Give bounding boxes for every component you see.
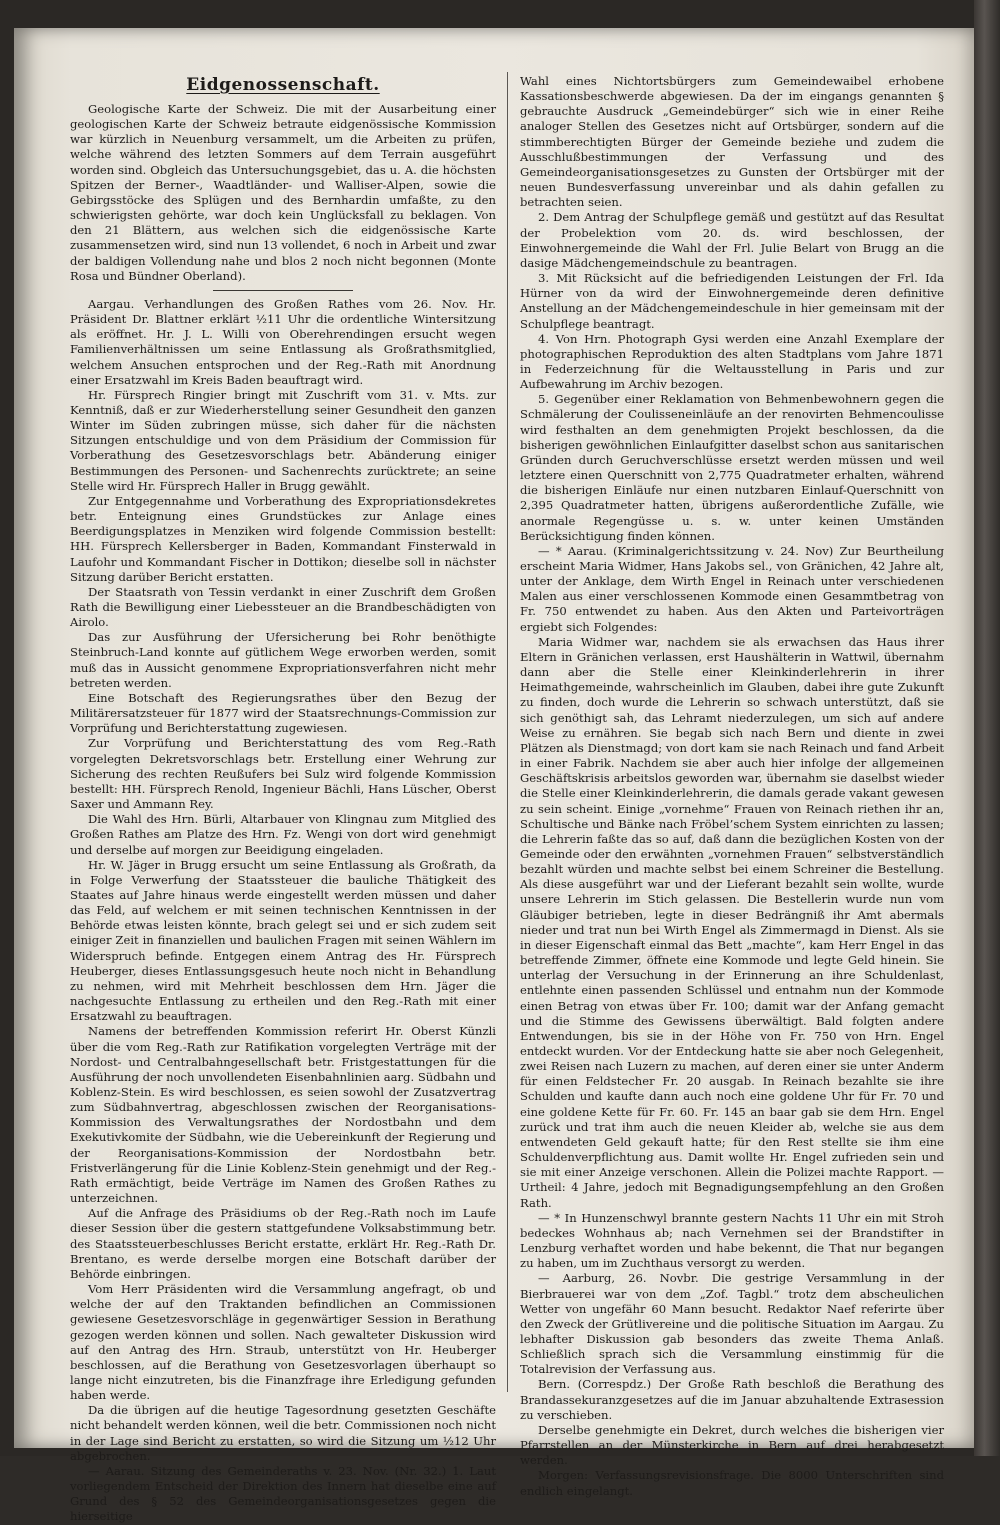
paragraph-militaerersatzsteuer: Eine Botschaft des Regierungsrathes über den Bezug der Militärersatzsteuer für 1877 wird der Staatsrechnungs-Commission zur Vorprüfung und Berichterstattung zugewiesen.: [70, 690, 496, 736]
paragraph-jaeger-resignation: Hr. W. Jäger in Brugg ersucht um seine Entlassung als Großrath, da in Folge Verwerfung der Staatssteuer die bauliche Thätigkeit des Staates auf Jahre hinaus werde eingestellt werden müssen und daher das Feld, auf welchem er mit seinen technischen Kenntnissen in der Behörde etwas leisten könnte, brach gelegt sei und er sich zudem seit einiger Zeit in finanziellen und baulichen Fragen mit seinen Wählern im Widerspruch befinde. Entgegen einem Antrag des Hr. Fürsprech Heuberger, dieses Entlassungsgesuch heute noch nicht in Behandlung zu nehmen, wird mit Mehrheit beschlossen dem Hrn. Jäger die nachgesuchte Entlassung zu ertheilen und den Reg.-Rath mit einer Ersatzwahl zu beauftragen.: [70, 857, 496, 1024]
article-bern-correspondence: Bern. (Correspdz.) Der Große Rath beschloß die Berathung des Brandassekuranzgesetzes auf die im Januar abzuhaltende Extrasession zu verschieben.: [520, 1377, 944, 1422]
paragraph-ufersicherung: Das zur Ausführung der Ufersicherung bei Rohr benöthigte Steinbruch-Land konnte auf gütlichem Wege erworben werden, somit muß das in Aussicht genommene Expropriationsverfahren nicht mehr betreten werden.: [70, 630, 496, 690]
paragraph-schulpflege-belart: 2. Dem Antrag der Schulpflege gemäß und gestützt auf das Resultat der Probelektion vom 20. ds. wird beschlossen, der Einwohnergemeinde die Wahl der Frl. Julie Belart von Brugg an die dasige Mädchengemeindschule zu beantragen.: [520, 210, 944, 270]
column-rule: [507, 72, 508, 1392]
paragraph-volksabstimmung: Auf die Anfrage des Präsidiums ob der Reg.-Rath noch im Laufe dieser Session über die gestern stattgefundene Volksabstimmung betr. des Staatssteuerbeschlusses Bericht erstatte, erklärt Hr. Reg.-Rath Dr. Brentano, es werde derselbe morgen eine Botschaft darüber der Behörde einbringen.: [70, 1206, 496, 1281]
paragraph-stadtplan: 4. Von Hrn. Photograph Gysi werden eine Anzahl Exemplare der photographischen Reproduktion des alten Stadtplans vom Jahre 1871 in Federzeichnung für die Weltausstellung in Paris und zur Aufbewahrung im Archiv bezogen.: [520, 331, 944, 392]
article-criminal-court: — * Aarau. (Kriminalgerichtssitzung v. 24. Nov) Zur Beurtheilung erscheint Maria Widmer, Hans Jakobs sel., von Gränichen, 42 Jahre alt, unter der Anklage, dem Wirth Engel in Reinach unter verschiedenen Malen aus einer verschlossenen Kommode einen Gesammtbetrag von Fr. 750 entwendet zu haben. Aus den Akten und Parteivorträgen ergiebt sich Folgendes:: [520, 543, 944, 634]
paragraph-ringier: Hr. Fürsprech Ringier bringt mit Zuschrift vom 31. v. Mts. zur Kenntniß, daß er zur Wiederherstellung seiner Gesundheit den ganzen Winter im Süden zubringen müsse, sich daher für die nächsten Sitzungen entschuldige und von dem Präsidium der Commission für Vorberathung des Gesetzesvorschlags betr. Abänderung einiger Bestimmungen des Personen- und Sachenrechts zurücktrete; an seine Stelle wird Hr. Fürsprech Haller in Brugg gewählt.: [70, 387, 496, 493]
paragraph-maria-widmer: Maria Widmer war, nachdem sie als erwachsen das Haus ihrer Eltern in Gränichen verlassen, erst Haushälterin in Wattwil, übernahm dann aber die Stelle einer Kleinkinderlehrerin in ihrer Heimathgemeinde, wahrscheinlich im Glauben, dabei ihre gute Zukunft zu finden, doch wurde die Lehrerin so schwach unterstützt, daß sie sich genöthigt sah, das Lehramt niederzulegen, um sich auf andere Weise zu ernähren. Sie begab sich nach Bern und diente in zwei Plätzen als Dienstmagd; von dort kam sie nach Reinach und fand Arbeit in einer Fabrik. Nachdem sie aber auch hier infolge der allgemeinen Geschäftskrisis arbeitslos geworden war, übernahm sie daselbst wieder die Stelle einer Kleinkinderlehrerin, die damals gerade vakant gewesen zu sein scheint. Einige „vornehme“ Frauen von Reinach riethen ihr an, Schultische und Bänke nach Fröbel’schem System einrichten zu lassen; die Lehrerin faßte das so auf, daß dann die bezüglichen Kosten von der Gemeinde oder den erwähnten „vornehmen Frauen“ selbstverständlich bezahlt würden und machte selbst bei einem Schreiner die Bestellung. Als diese ausgeführt war und der Lieferant bezahlt sein wollte, wurde unsere Lehrerin im Stich gelassen. Die Bestellerin wurde nun vom Gläubiger betrieben, legte in dieser Bedrängniß ihr Amt abermals nieder und trat nun bei Wirth Engel als Zimmermagd in Dienst. Als sie in dieser Eigenschaft einmal das Bett „machte“, kam Herr Engel in das betreffende Zimmer, öffnete eine Kommode und legte Geld hinein. Sie unterlag der Versuchung in der Erinnerung an ihre Schuldenlast, entlehnte einen passenden Schlüssel und entnahm nun der Kommode einen Betrag von etwas über Fr. 100; damit war der Anfang gemacht und die Stimme des Gewissens überwältigt. Bald folgten andere Entwendungen, bis sie in der Höhe von Fr. 750 von Hrn. Engel entdeckt wurden. Vor der Entdeckung hatte sie aber noch Gelegenheit, zwei Reisen nach Luzern zu machen, auf deren einer sie unter Anderm für einen Feldstecher Fr. 20 ausgab. In Reinach bezahlte sie ihre Schulden und kaufte dann auch noch eine goldene Uhr für Fr. 70 und eine goldene Kette für Fr. 60. Fr. 145 an baar gab sie dem Hrn. Engel zurück und trat ihm auch die neuen Kleider ab, welche sie aus dem entwendeten Geld gekauft hatte; für den Rest stellte sie ihm eine Schuldenverpflichtung aus. Damit wollte Hr. Engel zufrieden sein und sie mit einer Anzeige verschonen. Allein die Polizei machte Rapport. — Urtheil: 4 Jahre, jedoch mit Begnadigungsempfehlung an den Großen Rath.: [520, 634, 944, 1210]
section-divider: [213, 290, 353, 291]
paragraph-session-adjourned: Da die übrigen auf die heutige Tagesordnung gesetzten Geschäfte nicht behandelt werden können, weil die betr. Commissionen noch nicht in der Lage sind Bericht zu erstatten, so wird die Sitzung um ½12 Uhr abgebrochen.: [70, 1403, 496, 1463]
paragraph-legislation-postponed: Vom Herr Präsidenten wird die Versammlung angefragt, ob und welche der auf den Traktanden befindlichen an Commissionen gewiesene Gesetzesvorschläge in gegenwärtiger Session in Berathung gezogen werden können und sollen. Nach gewalteter Diskussion wird auf den Antrag des Hrn. Straub, unterstützt von Hr. Heuberger beschlossen, auf die Berathung von Gesetzesvorlagen überhaupt so lange nicht einzutreten, bis die Finanzfrage ihre Erledigung gefunden haben werde.: [70, 1282, 496, 1403]
paragraph-expropriation-commission: Zur Entgegennahme und Vorberathung des Expropriationsdekretes betr. Enteignung eines Grundstückes zur Anlage eines Beerdigungsplatzes in Menziken wird folgende Commission bestellt: HH. Fürsprech Kellersberger in Baden, Kommandant Finsterwald in Laufohr und Kommandant Fischer in Dottikon; dieselbe soll in nächster Sitzung darüber Bericht erstatten.: [70, 493, 496, 584]
article-aarau-municipal-council: — Aarau. Sitzung des Gemeinderaths v. 23. Nov. (Nr. 32.) 1. Laut vorliegendem Entscheid der Direktion des Innern hat dieselbe eine auf Grund des § 52 des Gemeindeorganisationsgesetzes gegen die hierseitige: [70, 1463, 496, 1524]
article-hunzenschwyl-fire: — * In Hunzenschwyl brannte gestern Nachts 11 Uhr ein mit Stroh bedeckes Wohnhaus ab; nach Vernehmen sei der Brandstifter in Lenzburg verhaftet worden und habe bekennt, die That nur begangen zu haben, um im Zuchthaus versorgt zu werden.: [520, 1210, 944, 1271]
article-aarburg-assembly: — Aarburg, 26. Novbr. Die gestrige Versammlung in der Bierbrauerei war von dem „Zof. Tagbl.“ trotz dem abscheulichen Wetter von ungefähr 60 Mann besucht. Redaktor Naef referirte über den Zweck der Grütlivereine und die politische Situation im Aargau. Zu lebhafter Diskussion gab besonders das zweite Thema Anlaß. Schließlich sprach sich die Versammlung einstimmig für die Totalrevision der Verfassung aus.: [520, 1271, 944, 1377]
paragraph-buerli-election: Die Wahl des Hrn. Bürli, Altarbauer von Klingnau zum Mitglied des Großen Rathes am Platze des Hrn. Fz. Wengi von dort wird genehmigt und derselbe auf morgen zur Beeidigung eingeladen.: [70, 812, 496, 857]
paragraph-huerner: 3. Mit Rücksicht auf die befriedigenden Leistungen der Frl. Ida Hürner von da wird der Einwohnergemeinde deren definitive Anstellung an der Mädchengemeindeschule in hier gemeinsam mit der Schulpflege beantragt.: [520, 271, 944, 331]
paragraph-behmen-reklamation: 5. Gegenüber einer Reklamation von Behmenbewohnern gegen die Schmälerung der Coulisseneinläufe an der renovirten Behmencoulisse wird festhalten an dem genehmigten Projekt beschlossen, da die bisherigen gewöhnlichen Einlaufgitter daselbst schon aus sanitarischen Gründen durch Geruchverschlüsse ersetzt werden müssen und weil letztere einen Querschnitt von 2,775 Quadratmeter erhalten, während die bisherigen Einläufe nur einen nutzbaren Einlauf-Querschnitt von 2,395 Quadratmeter hatten, übrigens außerordentliche Zufälle, wie anormale Regengüsse u. s. w. unter keinen Umständen Berücksichtigung finden können.: [520, 392, 944, 543]
newspaper-page: [14, 28, 974, 1524]
right-column: [520, 74, 944, 1498]
paragraph-pfarrstellen: Derselbe genehmigte ein Dekret, durch welches die bisherigen vier Pfarrstellen an der Münsterkirche in Bern auf drei herabgesetzt werden.: [520, 1422, 944, 1468]
paragraph-verfassungsrevision: Morgen: Verfassungsrevisionsfrage. Die 8000 Unterschriften sind endlich eingelangt.: [520, 1468, 944, 1498]
page-edge-shadow: [974, 0, 1000, 1456]
article-aargau-grand-council: Aargau. Verhandlungen des Großen Rathes vom 26. Nov. Hr. Präsident Dr. Blattner erklärt ½11 Uhr die ordentliche Wintersitzung als eröffnet. Hr. J. L. Willi von Oberehrendingen ersucht wegen Familienverhältnissen um seine Entlassung als Großrathsmitglied, welchem Ansuchen entsprochen und der Reg.-Rath mit Anordnung einer Ersatzwahl im Kreis Baden beauftragt wird.: [70, 296, 496, 387]
left-column: [70, 74, 496, 1524]
section-heading: Eidgenossenschaft.: [186, 75, 380, 95]
paragraph-tessin: Der Staatsrath von Tessin verdankt in einer Zuschrift dem Großen Rath die Bewilligung einer Liebessteuer an die Brandbeschädigten von Airolo.: [70, 584, 496, 630]
article-geological-map: Geologische Karte der Schweiz. Die mit der Ausarbeitung einer geologischen Karte der Schweiz betraute eidgenössische Kommission war kürzlich in Neuenburg versammelt, um die Arbeiten zu prüfen, welche während des letzten Sommers auf dem Terrain ausgeführt worden sind. Obgleich das Untersuchungsgebiet, das u. A. die höchsten Spitzen der Berner-, Waadtländer- und Walliser-Alpen, sowie die Gebirgsstöcke des Splügen und des Bernhardin umfaßte, zu den schwierigsten gehörte, war doch kein Unglücksfall zu beklagen. Von den 21 Blättern, aus welchen sich die eidgenössische Karte zusammensetzen wird, sind nun 13 vollendet, 6 noch in Arbeit und zwar der baldigen Vollendung nahe und blos 2 noch nicht begonnen (Monte Rosa und Bündner Oberland).: [70, 102, 496, 283]
paragraph-gemeindewaibel: Wahl eines Nichtortsbürgers zum Gemeindewaibel erhobene Kassationsbeschwerde abgewiesen. Da der im eingangs genannten § gebrauchte Ausdruck „Gemeindebürger“ sich wie in einer Reihe analoger Stellen des Gesetzes nicht auf Ortsbürger, sondern auf die stimmberechtigten Bürger der Gemeinde beziehe und zudem die Ausschlußbestimmungen der Verfassung und des Gemeindeorganisationsgesetzes zu Gunsten der Ortsbürger mit der neuen Bundesverfassung unvereinbar und als dahin gefallen zu betrachten seien.: [520, 74, 944, 210]
paragraph-railway-contracts: Namens der betreffenden Kommission referirt Hr. Oberst Künzli über die vom Reg.-Rath zur Ratifikation vorgelegten Verträge mit der Nordost- und Centralbahngesellschaft betr. Fristgestattungen für die Ausführung der noch unvollendeten Eisenbahnlinien aarg. Südbahn und Koblenz-Stein. Es wird beschlossen, es seien sowohl der Zusatzvertrag zum Südbahnvertrag, abgeschlossen zwischen der Reorganisations-Kommission des Verwaltungsrathes der Nordostbahn und dem Exekutivkomite der Südbahn, wie die Uebereinkunft der Regierung und der Reorganisations-Kommission der Nordostbahn betr. Fristverlängerung für die Linie Koblenz-Stein genehmigt und der Reg.-Rath ermächtigt, beide Verträge im Namen des Großen Rathes zu unterzeichnen.: [70, 1024, 496, 1206]
paragraph-reussufer-commission: Zur Vorprüfung und Berichterstattung des vom Reg.-Rath vorgelegten Dekretsvorschlags betr. Erstellung einer Wehrung zur Sicherung des rechten Reußufers bei Sulz wird folgende Kommission bestellt: HH. Fürsprech Renold, Ingenieur Bächli, Hans Lüscher, Oberst Saxer und Ammann Rey.: [70, 736, 496, 812]
